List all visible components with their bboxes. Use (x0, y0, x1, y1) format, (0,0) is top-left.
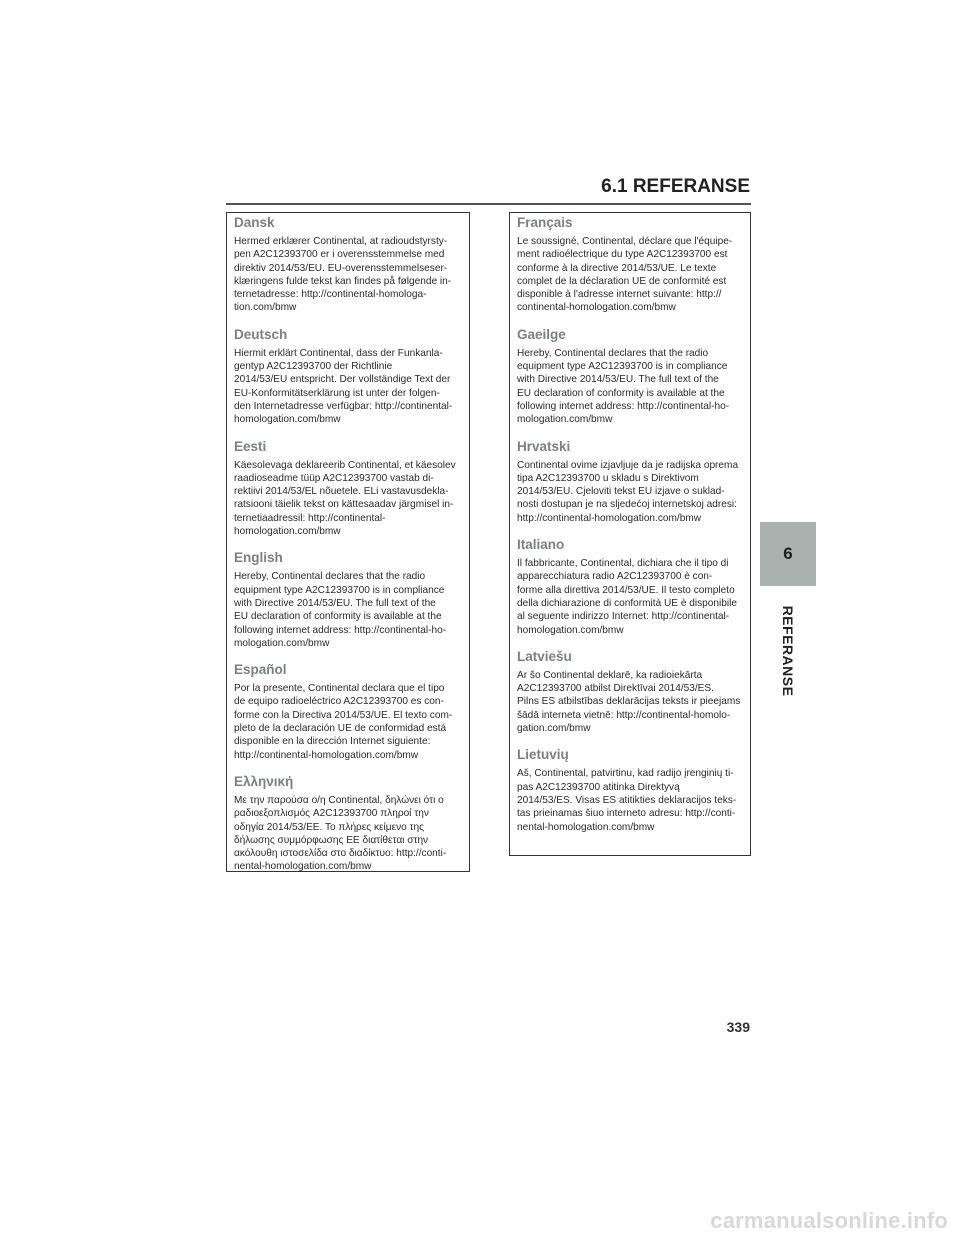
section-title: Hrvatski (517, 438, 571, 454)
section-title: English (234, 550, 283, 566)
chapter-tab-number: 6 (783, 544, 793, 563)
section-greek (234, 774, 461, 874)
section-body: Le soussigné, Continental, déclare que l'équipe- ment radioélectrique du type A2C12393700 est conforme à la directive 2014/53/UE. Le texte complet de la déclaration UE de conformité est disponible à l'adresse internet suivante: http:// continental-homologation.com/bmw (517, 236, 733, 314)
section-body: Hiermit erklärt Continental, dass der Funkanla- gentyp A2C12393700 der Richtlinie 2014/53/EU entspricht. Der vollständige Text der EU-Konformitätserklärung ist unter der folgen- den Internetadresse verfügbar: http://continental- homologation.com/bmw (234, 347, 453, 426)
section-body: Por la presente, Continental declara que el tipo de equipo radioeléctrico A2C12393700 es con- forme con la Directiva 2014/53/UE. El texto com- pleto de la declaración UE de conformidad está disponible en la dirección Internet siguiente: http://continental-homologation.com/bmw (234, 683, 453, 761)
section-francais (517, 215, 742, 315)
section-espanol (234, 662, 461, 762)
section-body: Aš, Continental, patvirtinu, kad radijo įrenginių ti- pas A2C12393700 atitinka Direktyvą 2014/53/ES. Visas ES atitikties deklaracijos teks- tas prieinamas šiuo interneto adresu: http://conti- nental-homologation.com/bmw (517, 768, 737, 833)
section-title: Italiano (517, 537, 565, 553)
section-body: Ar šo Continental deklarē, ka radioiekārta A2C12393700 atbilst Direktīvai 2014/53/ES. Pilns ES atbilstības deklarācijas teksts ir pieejams šādā interneta vietnē: http://continental-homolo- gation.com/bmw (517, 669, 741, 735)
section-title: Deutsch (234, 326, 288, 342)
section-eesti (234, 439, 461, 539)
section-dansk (234, 215, 461, 315)
section-body: Hermed erklærer Continental, at radioudstyrsty- pen A2C12393700 er i overensstemmelse med direktiv 2014/53/EU. EU-overensstemmelseser- klæringens fulde tekst kan findes på følgende in- ternetadresse: http://continental-homologa- tion.com/bmw (234, 236, 452, 314)
section-body: Hereby, Continental declares that the radio equipment type A2C12393700 is in compliance with Directive 2014/53/EU. The full text of the EU declaration of conformity is available at the following internet address: http://continental-ho- mologation.com/bmw (517, 347, 730, 426)
section-body: Hereby, Continental declares that the radio equipment type A2C12393700 is in compliance with Directive 2014/53/EU. The full text of the EU declaration of conformity is available at the following internet address: http://continental-ho- mologation.com/bmw (234, 571, 447, 649)
section-title: Français (517, 215, 573, 230)
section-latviesu (517, 649, 742, 735)
declarations-left-column (226, 212, 470, 872)
section-title: Gaeilge (517, 326, 566, 342)
chapter-tab-label: REFERANSE (780, 605, 796, 697)
declarations-right-column (509, 212, 751, 856)
page-number: 339 (726, 1019, 750, 1035)
header-divider (226, 203, 751, 205)
section-italiano (517, 537, 742, 637)
section-hrvatski (517, 439, 742, 525)
section-lietuviu (517, 747, 742, 833)
section-title: Ελληνική (234, 773, 294, 789)
section-body: Käesolevaga deklareerib Continental, et käesolev raadioseadme tüüp A2C12393700 vastab di- rektiivi 2014/53/EL nõuetele. ELi vastavusdekla- ratsiooni täielik tekst on kättesaadav järgmisel in- ternetiaadressil: http://continental- homologation.com/bmw (234, 459, 456, 538)
section-gaeilge (517, 327, 742, 427)
page-header-title: 6.1 REFERANSE (601, 176, 750, 197)
chapter-tab[interactable] (760, 522, 816, 586)
section-title: Dansk (234, 215, 275, 230)
section-english (234, 550, 461, 650)
section-body: Με την παρούσα ο/η Continental, δηλώνει ότι ο ραδιοεξοπλισμός A2C12393700 πληροί την οδηγία 2014/53/ΕΕ. Το πλήρες κείμενο της δήλωσης συμμόρφωσης ΕΕ διατίθεται στην ακόλουθη ιστοσελίδα στο διαδίκτυο: http://conti- nental-homologation.com/bmw (234, 794, 447, 873)
watermark: carmanualsonline.info (710, 1208, 948, 1233)
section-title: Eesti (234, 438, 267, 454)
section-deutsch (234, 327, 461, 427)
section-body: Continental ovime izjavljuje da je radijska oprema tipa A2C12393700 u skladu s Direktivom 2014/53/EU. Cjeloviti tekst EU izjave o suklad- nosti dostupan je na sljedećoj internetskoj adresi: http://continental-homologation.com/bmw (517, 459, 739, 524)
section-title: Latviešu (517, 648, 572, 664)
section-title: Lietuvių (517, 747, 569, 763)
section-body: Il fabbricante, Continental, dichiara che il tipo di apparecchiatura radio A2C12393700 è con- forme alla direttiva 2014/53/UE. Il testo completo della dichiarazione di conformità UE è disponibile al seguente indirizzo Internet: http://continental- homologation.com/bmw (517, 558, 737, 636)
section-title: Español (234, 662, 287, 678)
